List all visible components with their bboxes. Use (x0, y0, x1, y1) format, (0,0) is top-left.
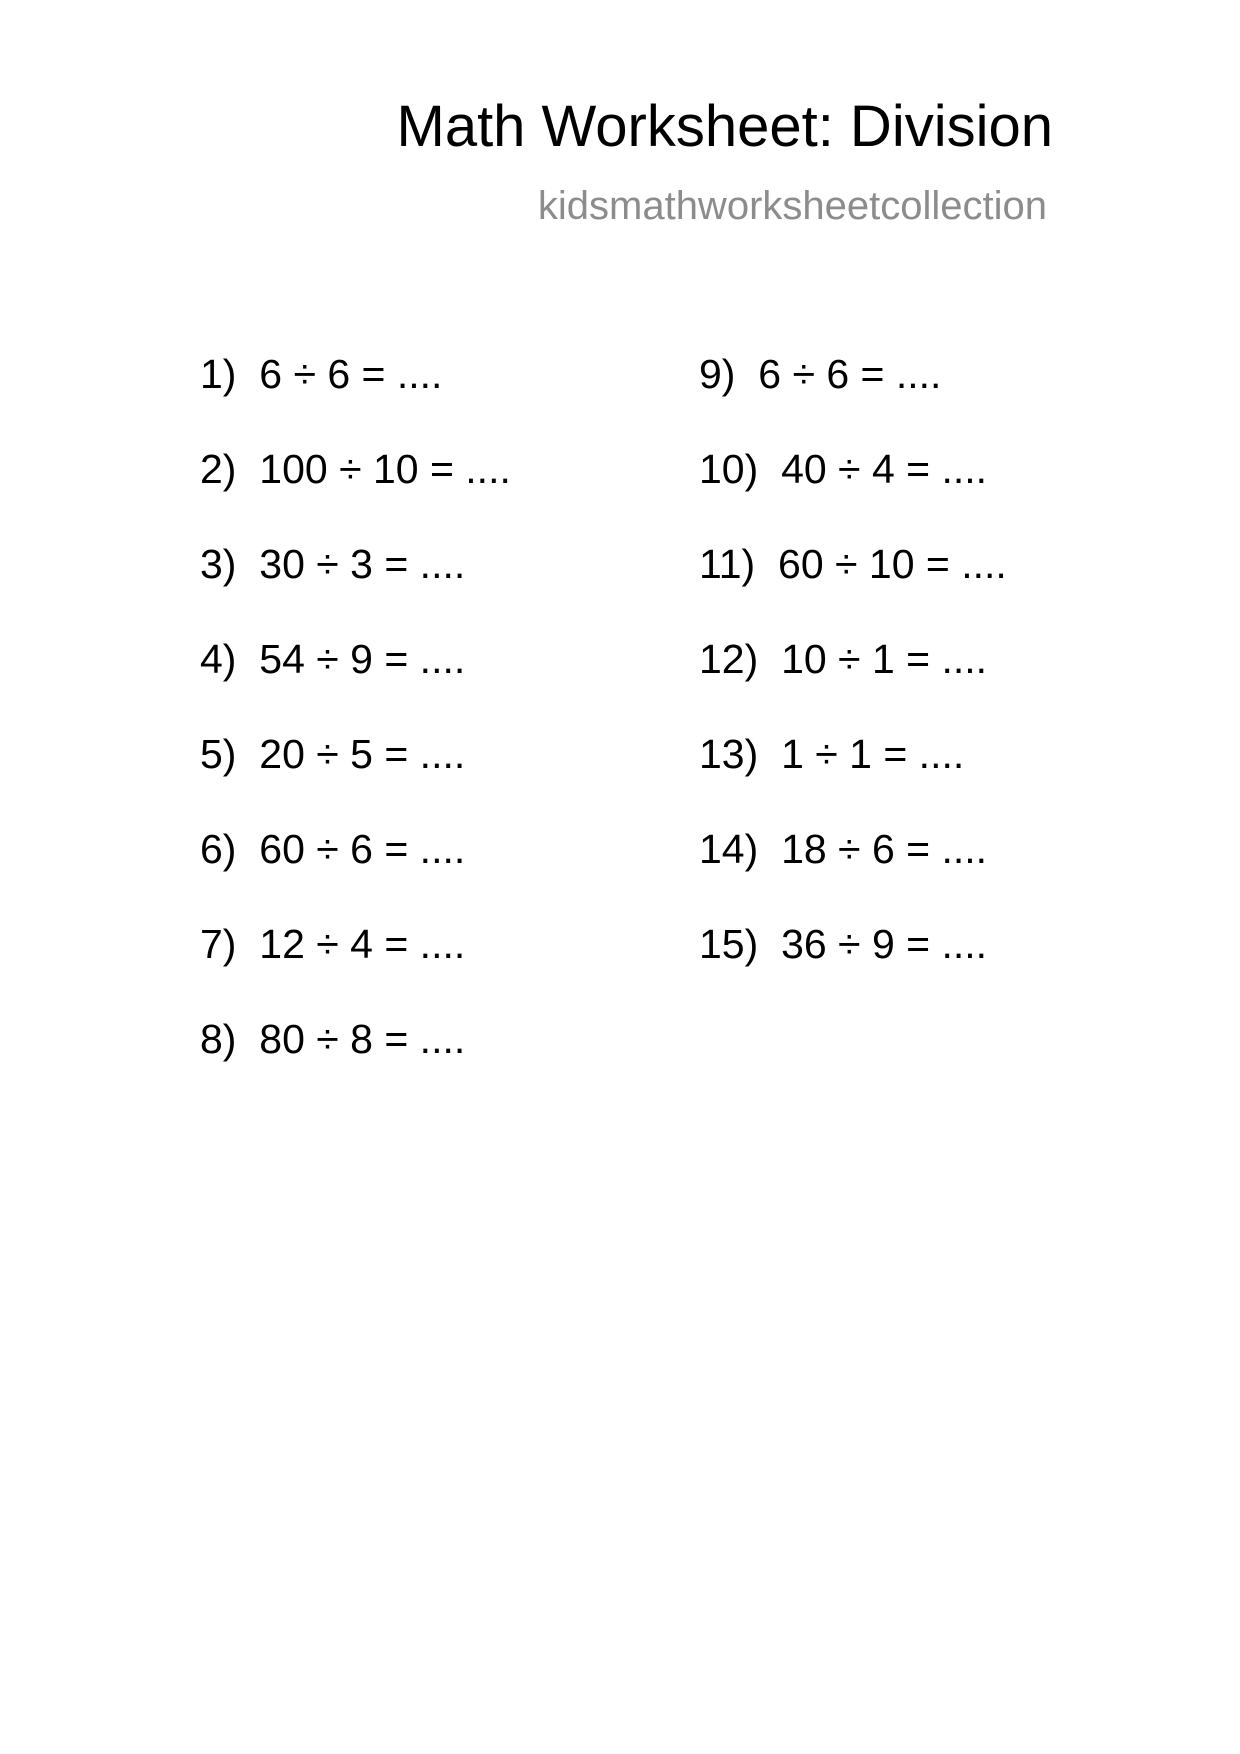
problem-item (200, 1016, 511, 1114)
problem-expression: 6 ÷ 6 = .... (758, 351, 942, 397)
problem-number: 8) (200, 1016, 237, 1062)
problem-expression: 10 ÷ 1 = .... (781, 636, 988, 682)
problem-expression: 60 ÷ 6 = .... (259, 826, 466, 872)
problem-item (699, 826, 1007, 924)
problem-expression: 30 ÷ 3 = .... (259, 541, 466, 587)
problem-expression: 54 ÷ 9 = .... (259, 636, 466, 682)
problem-number: 14) (699, 826, 759, 872)
problem-item (699, 351, 1007, 449)
page-subtitle: kidsmathworksheetcollection (537, 184, 1047, 228)
problem-item (699, 446, 1007, 544)
problem-expression: 12 ÷ 4 = .... (259, 921, 466, 967)
problem-item (699, 731, 1007, 829)
problem-expression: 18 ÷ 6 = .... (781, 826, 988, 872)
problem-expression: 80 ÷ 8 = .... (259, 1016, 466, 1062)
problem-number: 15) (699, 921, 759, 967)
problem-number: 5) (200, 731, 237, 777)
problem-item (699, 541, 1007, 639)
problem-expression: 40 ÷ 4 = .... (781, 446, 988, 492)
page-title: Math Worksheet: Division (396, 94, 1053, 159)
problem-expression: 20 ÷ 5 = .... (259, 731, 466, 777)
problem-number: 2) (200, 446, 237, 492)
problem-item (699, 921, 1007, 1019)
problems-column-right (699, 351, 1007, 1019)
problem-expression: 100 ÷ 10 = .... (259, 446, 511, 492)
problem-number: 9) (699, 351, 736, 397)
problem-expression: 6 ÷ 6 = .... (259, 351, 443, 397)
problem-number: 13) (699, 731, 759, 777)
problem-item (200, 731, 511, 829)
problem-number: 6) (200, 826, 237, 872)
problem-item (200, 921, 511, 1019)
problem-number: 11) (699, 541, 756, 587)
problem-item (200, 826, 511, 924)
problem-number: 3) (200, 541, 237, 587)
problem-item (200, 636, 511, 734)
problem-item (200, 446, 511, 544)
problem-number: 7) (200, 921, 237, 967)
problem-number: 4) (200, 636, 237, 682)
problem-expression: 1 ÷ 1 = .... (781, 731, 965, 777)
problem-number: 1) (200, 351, 237, 397)
problem-item (699, 636, 1007, 734)
problem-number: 12) (699, 636, 759, 682)
problem-item (200, 351, 511, 449)
problem-expression: 36 ÷ 9 = .... (781, 921, 988, 967)
problem-item (200, 541, 511, 639)
problem-number: 10) (699, 446, 759, 492)
problem-expression: 60 ÷ 10 = .... (778, 541, 1007, 587)
problems-column-left (200, 351, 511, 1114)
